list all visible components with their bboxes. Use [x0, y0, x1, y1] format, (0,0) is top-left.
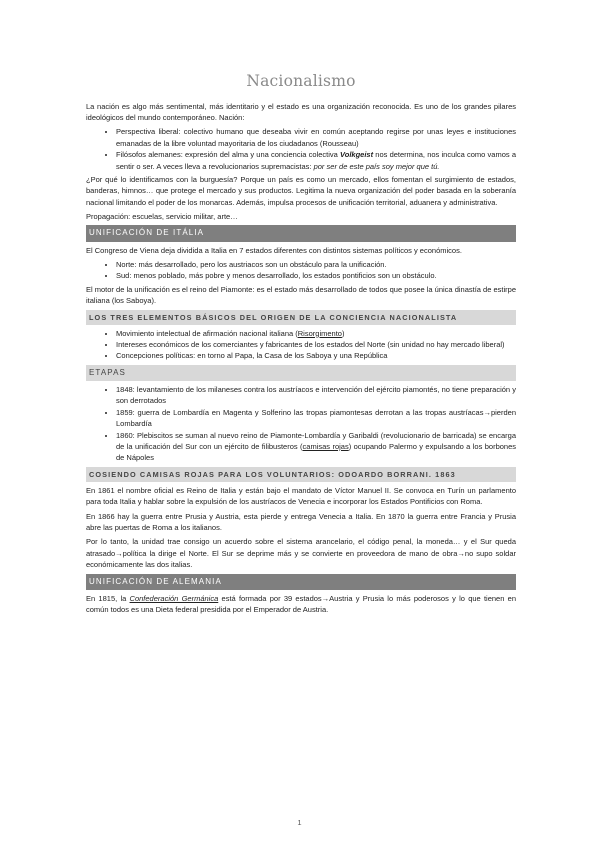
list-item	[116, 328, 516, 339]
alemania-paragraph-1	[86, 593, 516, 616]
list-item-text: Concepciones políticas: en torno al Papa, la Casa de los Saboya y una República	[116, 351, 388, 361]
page-number: 1	[297, 818, 302, 827]
list-item-text: 1859: guerra de Lombardía en Magenta y Solferino las tropas piamontesas derrotan a las tropas austríacas→pierden Lombardía	[116, 407, 516, 429]
list-item	[116, 126, 516, 149]
list-item	[116, 149, 516, 172]
list-item-text: Movimiento intelectual de afirmación nacional italiana (	[116, 328, 298, 338]
volkgeist-term: Volkgeist	[340, 150, 374, 160]
propagacion-paragraph: Propagación: escuelas, servicio militar, arte…	[86, 212, 238, 222]
list-item	[116, 339, 516, 350]
paragraph-text: En 1815, la	[86, 593, 130, 603]
list-item	[116, 430, 516, 464]
list-item-text: Sud: menos poblado, más pobre y menos desarrollado, los estados pontificios son un obstáculo.	[116, 271, 437, 281]
intro-list	[86, 126, 516, 172]
list-item	[116, 350, 516, 361]
section-heading-camisas-rojas: COSIENDO CAMISAS ROJAS PARA LOS VOLUNTARIOS: ODOARDO BORRANI. 1863	[86, 467, 516, 482]
list-item-text: Intereses económicos de los comerciantes y fabricantes de los estados del Norte (sin unidad no hay mercado liberal)	[116, 340, 505, 350]
list-item	[116, 270, 516, 281]
list-item	[116, 384, 516, 407]
list-item-text: Norte: más desarrollado, pero los austriacos son un obstáculo para la unificación.	[116, 260, 387, 269]
camisas-paragraph-1: En 1861 el nombre oficial es Reino de Italia y están bajo el mandato de Víctor Manuel II. Se convoca en Turín un parlamento para toda Italia y hablar sobre la expulsión de los austríacos de Venecia e incorporar los Estados Pontificios con Roma.	[86, 485, 516, 507]
camisas-rojas-link[interactable]: camisas rojas	[302, 441, 349, 451]
etapas-list	[86, 384, 516, 464]
italia-paragraph-2: El motor de la unificación es el reino del Piamonte: es el estado más desarrollado de todos que posee la única dinastía de estirpe italiana (los Saboya).	[86, 284, 516, 306]
list-item-text: nos determina, nos inculca como vamos a sentir o ser. A veces lleva a revolucionarios supremacistas:	[116, 150, 516, 171]
paragraph-text: está formada por 39 estados→Austria y Prusia lo más poderosos y lo que tienen en común todos es una Dieta federal presidida por el Emperador de Austria.	[86, 593, 516, 615]
list-item-text: ) ocupando Palermo y expulsando a los borbones de Nápoles	[116, 441, 517, 463]
italia-paragraph-1: El Congreso de Viena deja dividida a Italia en 7 estados diferentes con distintos sistemas políticos y económicos.	[86, 245, 462, 255]
camisas-paragraph-3: Por lo tanto, la unidad trae consigo un acuerdo sobre el sistema arancelario, el código penal, la moneda… y el Sur queda atrasado→política la dirige el Norte. El Sur se deprime más y se convierte en proveedora de mano de obra→no supo soldar económicamente las dos italias.	[86, 537, 516, 570]
section-heading-tres-elementos: LOS TRES ELEMENTOS BÁSICOS DEL ORIGEN DE LA CONCIENCIA NACIONALISTA	[86, 310, 516, 325]
list-item-text: 1848: levantamiento de los milaneses contra los austríacos e intervención del ejército piamontés, no tiene preparación y son derrotados	[116, 384, 516, 406]
camisas-paragraph-2: En 1866 hay la guerra entre Prusia y Austria, esta pierde y entrega Venecia a Italia. En 1870 la guerra entre Francia y Prusia abre las puertas de Roma a los italianos.	[86, 511, 516, 532]
quote-text: por ser de este país soy mejor que tú.	[313, 161, 440, 171]
page-title: Nacionalismo	[246, 72, 356, 90]
risorgimento-link[interactable]: Risorgimento	[297, 328, 342, 338]
document-content	[86, 70, 516, 618]
confederacion-germanica-link[interactable]: Confederación Germánica	[129, 593, 219, 603]
intro-paragraph: La nación es algo más sentimental, más identitario y el estado es una organización reconocida. Es uno de los grandes pilares ideológicos del mundo contemporáneo. Nación:	[86, 101, 516, 122]
list-item-text: 1860: Plebiscitos se suman al nuevo reino de Piamonte-Lombardía y Garibaldi (revolucionario de barricada) se encarga de la unificación del Sur con un ejército de filibusteros (	[116, 430, 516, 451]
italia-list	[86, 259, 516, 282]
list-item-text: )	[341, 328, 345, 338]
list-item	[116, 407, 516, 430]
list-item	[116, 259, 516, 270]
list-item-text: Filósofos alemanes: expresión del alma y una conciencia colectiva	[116, 150, 341, 160]
section-heading-italia: UNIFICACIÓN DE ITÁLIA	[86, 225, 516, 241]
section-heading-alemania: UNIFICACIÓN DE ALEMANIA	[86, 574, 516, 590]
tres-elementos-list	[86, 328, 516, 362]
section-heading-etapas: ETAPAS	[86, 365, 516, 381]
list-item-text: Perspectiva liberal: colectivo humano que deseaba vivir en común aceptando regirse por unas leyes e instituciones emanadas de la libre voluntad mayoritaria de los ciudadanos (Rousseau)	[116, 127, 516, 148]
burguesia-paragraph: ¿Por qué lo identificamos con la burguesía? Porque un país es como un mercado, ellos fomentan el surgimiento de estados, banderas, himnos… que protege el mercado y sus productos. Legitima la nueva organización del poder basada en la soberanía nacional limitando el poder de los monarcas. Además, impulsa procesos de unificación territorial, aduanera y administrativa.	[86, 174, 516, 207]
